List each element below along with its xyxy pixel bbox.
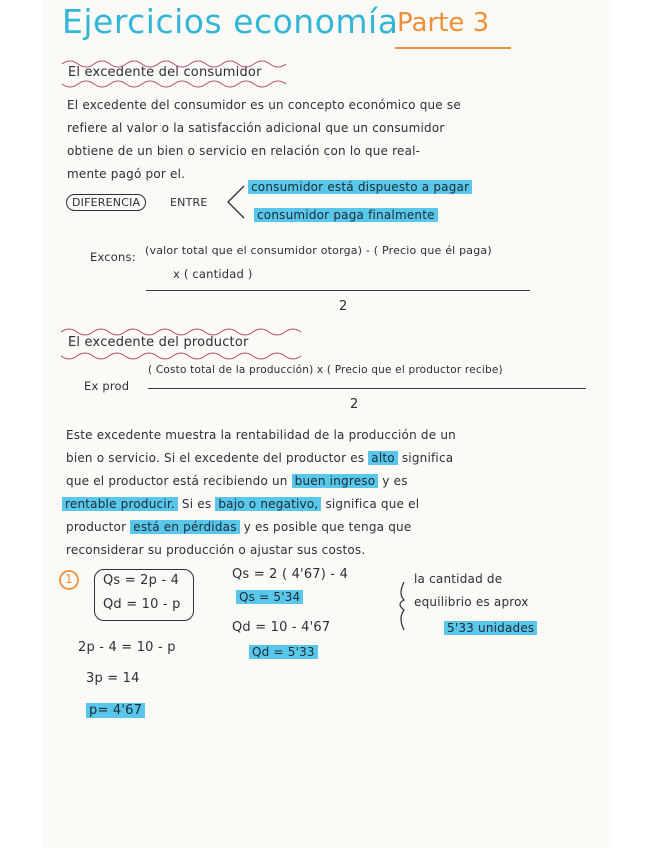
difference-option-1: consumidor está dispuesto a pagar — [248, 180, 472, 194]
producer-text-line-5 — [66, 520, 411, 534]
exprod-numerator: ( Costo total de la producción) x ( Precio que el productor recibe) — [148, 364, 503, 376]
producer-text-3b: y es — [382, 474, 408, 488]
consumer-text-line-3: obtiene de un bien o servicio en relación con lo que real- — [67, 144, 421, 158]
price-result: p= 4'67 — [86, 703, 145, 718]
exercise-number: 1 — [65, 572, 73, 586]
step-simplified: 3p = 14 — [86, 671, 140, 686]
consumer-text-line-4: mente pagó por el. — [67, 167, 186, 181]
qs-result: Qs = 5'34 — [236, 590, 303, 604]
consumer-text-line-2: refiere al valor o la satisfacción adicional que un consumidor — [67, 121, 445, 135]
producer-text-4b: significa que el — [325, 497, 420, 511]
equilibrium-quantity: 5'33 unidades — [444, 621, 537, 635]
note-line-1: la cantidad de — [414, 572, 503, 586]
qs-equation: Qs = 2p - 4 — [103, 573, 180, 588]
exprod-label: Ex prod — [84, 379, 130, 393]
exprod-denominator: 2 — [350, 397, 359, 412]
highlight-bajo-negativo: bajo o negativo, — [215, 497, 321, 511]
producer-text-2a: bien o servicio. Si el excedente del productor es — [66, 451, 365, 465]
excons-label: Excons: — [90, 250, 136, 264]
excons-numerator-2: x ( cantidad ) — [173, 267, 253, 281]
producer-text-line-6: reconsiderar su producción o ajustar sus costos. — [66, 543, 366, 557]
note-line-2: equilibrio es aprox — [414, 595, 529, 609]
producer-text-5a: productor — [66, 520, 127, 534]
highlight-buen-ingreso: buen ingreso — [292, 474, 379, 488]
producer-text-2b: significa — [401, 451, 454, 465]
producer-text-3a: que el productor está recibiendo un — [66, 474, 288, 488]
qd-equation: Qd = 10 - p — [103, 597, 181, 612]
difference-option-2: consumidor paga finalmente — [254, 208, 438, 222]
consumer-text-line-1: El excedente del consumidor es un concepto económico que se — [67, 98, 461, 112]
difference-between: ENTRE — [170, 196, 208, 209]
part-label: Parte 3 — [397, 8, 490, 38]
highlight-perdidas: está en pérdidas — [130, 520, 239, 534]
exprod-fraction-bar — [148, 388, 586, 389]
excons-fraction-bar — [146, 290, 530, 291]
qd-calculation: Qd = 10 - 4'67 — [232, 620, 331, 635]
producer-text-5b: y es posible que tenga que — [243, 520, 412, 534]
producer-text-line-4 — [62, 497, 419, 511]
difference-label: DIFERENCIA — [66, 194, 146, 211]
page-title: Ejercicios economía — [62, 2, 399, 41]
producer-text-line-1: Este excedente muestra la rentabilidad de la producción de un — [66, 428, 456, 442]
qd-result: Qd = 5'33 — [249, 645, 318, 659]
producer-text-line-2 — [66, 451, 453, 465]
producer-text-4a: Si es — [181, 497, 212, 511]
step-equality: 2p - 4 = 10 - p — [78, 640, 176, 655]
section-heading-consumer: El excedente del consumidor — [68, 65, 262, 80]
highlight-rentable: rentable producir. — [62, 497, 178, 511]
highlight-alto: alto — [368, 451, 398, 465]
excons-numerator-1: (valor total que el consumidor otorga) - ( Precio que él paga) — [145, 244, 492, 257]
excons-denominator: 2 — [339, 299, 348, 314]
producer-text-line-3 — [66, 474, 408, 488]
section-heading-producer: El excedente del productor — [68, 335, 249, 350]
qs-calculation: Qs = 2 ( 4'67) - 4 — [232, 567, 349, 582]
